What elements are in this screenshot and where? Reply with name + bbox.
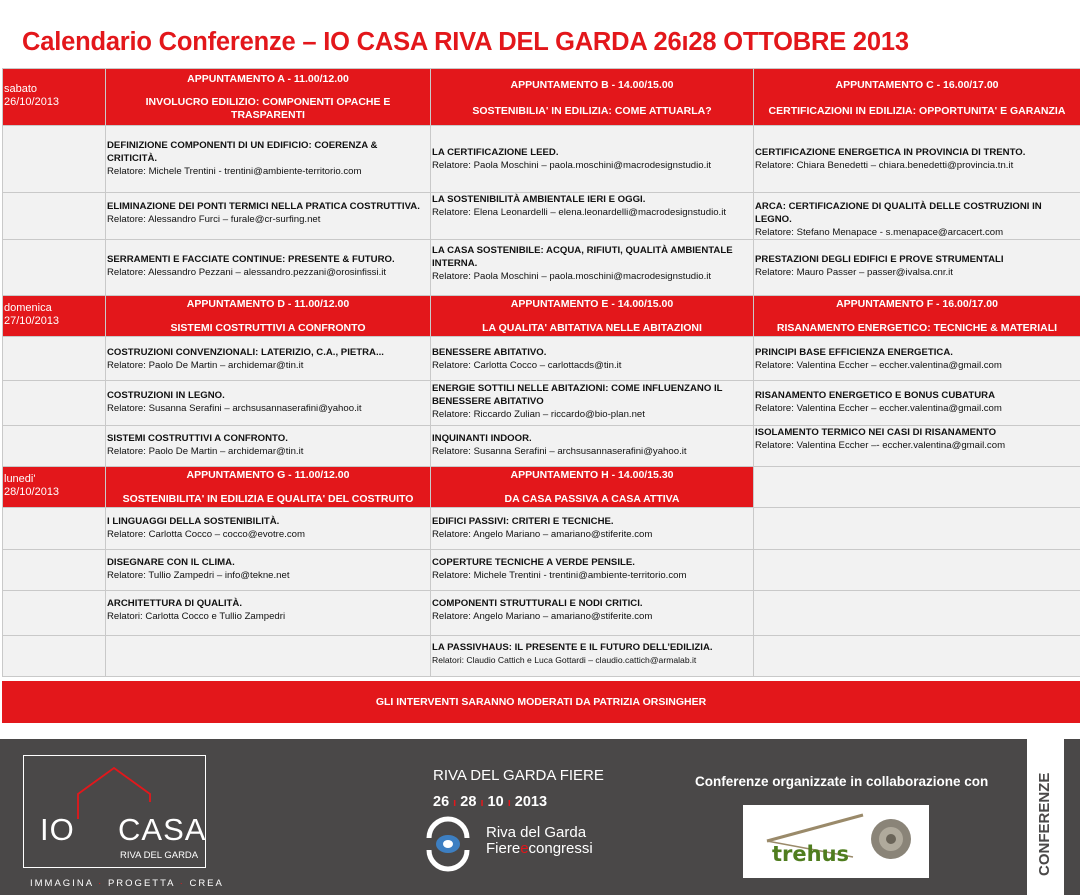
talk-title: INQUINANTI INDOOR.: [432, 433, 532, 444]
talk-row: [3, 193, 1080, 240]
talk-speaker: Relatore: Valentina Eccher – eccher.valentina@gmail.com: [755, 360, 1002, 371]
date-part: 2013: [514, 794, 548, 810]
slot-topic: SISTEMI COSTRUTTIVI A CONFRONTO: [170, 322, 366, 334]
logo-io-text: IO: [40, 812, 75, 847]
talk-speaker: Relatore: Susanna Serafini – archsusannaserafini@yahoo.it: [432, 446, 687, 457]
talk-row: [3, 550, 1080, 591]
talk-title: ARCA: CERTIFICAZIONE DI QUALITÀ DELLE COSTRUZIONI IN LEGNO.: [755, 201, 1042, 225]
slot-header: [431, 467, 754, 508]
talk-title: CERTIFICAZIONE ENERGETICA IN PROVINCIA DI TRENTO.: [755, 147, 1026, 158]
talk-speaker: Relatore: Chiara Benedetti – chiara.benedetti@provincia.tn.it: [755, 160, 1014, 171]
talk-speaker: Relatore: Michele Trentini - trentini@ambiente-territorio.com: [107, 166, 362, 177]
logo-riva-text: RIVA DEL GARDA: [120, 850, 199, 861]
day-spacer: [3, 337, 106, 381]
slot-header: [754, 69, 1080, 126]
partner-name: trehus: [772, 842, 850, 866]
slot-topic: INVOLUCRO EDILIZIO: COMPONENTI OPACHE E TRASPARENTI: [145, 96, 391, 121]
moderator-banner: GLI INTERVENTI SARANNO MODERATI DA PATRIZIA ORSINGHER: [2, 681, 1080, 723]
talk-speaker: Relatore: Riccardo Zulian – riccardo@bio-plan.net: [432, 409, 645, 420]
talk-speaker: Relatore: Elena Leonardelli – elena.leonardelli@macrodesignstudio.it: [432, 207, 727, 218]
slot-topic: RISANAMENTO ENERGETICO: TECNICHE & MATERIALI: [776, 322, 1058, 334]
talk-title: LA SOSTENIBILITÀ AMBIENTALE IERI E OGGI.: [432, 194, 646, 205]
talk-title: BENESSERE ABITATIVO.: [432, 347, 547, 358]
talk-cell: [431, 337, 754, 381]
slot-time: APPUNTAMENTO C - 16.00/17.00: [835, 79, 999, 91]
io-casa-logo: [23, 755, 206, 868]
talk-title: I LINGUAGGI DELLA SOSTENIBILITÀ.: [107, 516, 280, 527]
talk-speaker: Relatore: Angelo Mariano – amariano@stiferite.com: [432, 529, 653, 540]
talk-cell: [106, 126, 431, 193]
talk-row: [3, 508, 1080, 550]
talk-cell: [431, 550, 754, 591]
talk-title: SERRAMENTI E FACCIATE CONTINUE: PRESENTE & FUTURO.: [107, 254, 395, 265]
empty-cell: [754, 591, 1080, 636]
talk-cell: [754, 337, 1080, 381]
talk-title: LA PASSIVHAUS: IL PRESENTE E IL FUTURO DELL’EDILIZIA.: [432, 642, 713, 653]
talk-speaker: Relatore: Valentina Eccher – eccher.valentina@gmail.com: [755, 403, 1002, 414]
talk-cell: [106, 193, 431, 240]
day-spacer: [3, 193, 106, 240]
slot-header: [106, 69, 431, 126]
day-date: 26/10/2013: [4, 96, 60, 108]
day-header-row: [3, 296, 1080, 337]
talk-speaker: Relatore: Paola Moschini – paola.moschini@macrodesignstudio.it: [432, 160, 712, 171]
fiere-name-part: congressi: [528, 840, 593, 857]
talk-row: [3, 337, 1080, 381]
talk-title: COPERTURE TECNICHE A VERDE PENSILE.: [432, 557, 635, 568]
day-spacer: [3, 126, 106, 193]
day-cell: [3, 296, 106, 337]
tagline-word: PROGETTA: [107, 878, 175, 889]
riva-fiere-logo-icon: [425, 816, 471, 872]
talk-title: DISEGNARE CON IL CLIMA.: [107, 557, 235, 568]
slot-header: [106, 467, 431, 508]
talk-title: LA CERTIFICAZIONE LEED.: [432, 147, 559, 158]
day-name: lunedi': [4, 473, 36, 485]
slot-topic: CERTIFICAZIONI IN EDILIZIA: OPPORTUNITA' E GARANZIA: [768, 105, 1066, 117]
talk-speaker: Relatori: Carlotta Cocco e Tullio Zampedri: [107, 611, 286, 622]
talk-row: [3, 636, 1080, 677]
fiere-title: RIVA DEL GARDA FIERE: [433, 767, 604, 784]
talk-speaker: Relatore: Paolo De Martin – archidemar@tin.it: [107, 360, 304, 371]
footer: [0, 739, 1080, 895]
tagline-word: CREA: [189, 878, 224, 889]
slot-topic: SOSTENIBILIA' IN EDILIZIA: COME ATTUARLA?: [472, 105, 712, 117]
talk-cell: [106, 550, 431, 591]
day-spacer: [3, 550, 106, 591]
fiere-name-line: Riva del Garda: [486, 824, 587, 841]
talk-title: RISANAMENTO ENERGETICO E BONUS CUBATURA: [755, 390, 996, 401]
slot-header: [431, 296, 754, 337]
talk-speaker: Relatore: Paolo De Martin – archidemar@tin.it: [107, 446, 304, 457]
date-part: 28: [460, 794, 477, 810]
day-header-row: [3, 69, 1080, 126]
day-spacer: [3, 381, 106, 426]
schedule-table: [2, 68, 1080, 677]
talk-row: [3, 591, 1080, 636]
talk-cell: [106, 381, 431, 426]
talk-title: COSTRUZIONI CONVENZIONALI: LATERIZIO, C.A., PIETRA...: [107, 347, 384, 358]
slot-time: APPUNTAMENTO E - 14.00/15.00: [510, 298, 674, 310]
slot-header: [754, 296, 1080, 337]
talk-cell: [431, 381, 754, 426]
talk-speaker: Relatore: Tullio Zampedri – info@tekne.net: [107, 570, 290, 581]
talk-cell: [754, 426, 1080, 467]
slot-time: APPUNTAMENTO G - 11.00/12.00: [186, 469, 350, 481]
empty-cell: [754, 550, 1080, 591]
slot-time: APPUNTAMENTO D - 11.00/12.00: [186, 298, 350, 310]
empty-cell: [106, 636, 431, 677]
day-spacer: [3, 426, 106, 467]
talk-speaker: Relatore: Alessandro Pezzani – alessandro.pezzani@orosinfissi.it: [107, 267, 387, 278]
talk-cell: [106, 508, 431, 550]
slot-topic: SOSTENIBILITA' IN EDILIZIA E QUALITA' DEL COSTRUITO: [122, 493, 414, 505]
talk-title: ENERGIE SOTTILI NELLE ABITAZIONI: COME INFLUENZANO IL BENESSERE ABITATIVO: [432, 383, 723, 407]
day-spacer: [3, 591, 106, 636]
slot-time: APPUNTAMENTO B - 14.00/15.00: [510, 79, 674, 91]
talk-cell: [106, 337, 431, 381]
slot-topic: LA QUALITA' ABITATIVA NELLE ABITAZIONI: [482, 322, 702, 334]
day-name: domenica: [4, 302, 52, 314]
fiere-name-part: Fiere: [486, 840, 521, 857]
fiere-date: 26 ı 28 ı 10 ı 2013: [433, 794, 548, 810]
talk-speaker: Relatori: Claudio Cattich e Luca Gottardi – claudio.cattich@armalab.it: [432, 655, 697, 665]
empty-cell: [754, 508, 1080, 550]
day-date: 28/10/2013: [4, 486, 60, 498]
talk-cell: [754, 193, 1080, 240]
talk-title: PRESTAZIONI DEGLI EDIFICI E PROVE STRUMENTALI: [755, 254, 1004, 265]
talk-speaker: Relatore: Carlotta Cocco – carlottacds@tin.it: [432, 360, 622, 371]
trehus-logo: [743, 805, 929, 878]
date-part: 26: [433, 794, 450, 810]
logo-casa-text: CASA: [118, 812, 207, 847]
day-name: sabato: [4, 83, 38, 95]
day-spacer: [3, 240, 106, 296]
talk-row: [3, 426, 1080, 467]
slot-topic: DA CASA PASSIVA A CASA ATTIVA: [504, 493, 680, 505]
talk-title: ISOLAMENTO TERMICO NEI CASI DI RISANAMENTO: [755, 427, 997, 438]
date-part: 10: [487, 794, 504, 810]
talk-speaker: Relatore: Stefano Menapace - s.menapace@arcacert.com: [755, 227, 1004, 238]
page-title: Calendario Conferenze – IO CASA RIVA DEL GARDA 26ı28 OTTOBRE 2013: [22, 28, 909, 56]
empty-cell: [754, 467, 1080, 508]
slot-header: [431, 69, 754, 126]
talk-cell: [106, 591, 431, 636]
talk-title: COMPONENTI STRUTTURALI E NODI CRITICI.: [432, 598, 643, 609]
vertical-label: CONFERENZE: [1036, 772, 1053, 876]
empty-cell: [754, 636, 1080, 677]
fiere-name: Riva del Garda Fiereecongressi: [486, 824, 593, 857]
talk-speaker: Relatore: Michele Trentini - trentini@ambiente-territorio.com: [432, 570, 687, 581]
day-cell: [3, 467, 106, 508]
slot-header: [106, 296, 431, 337]
talk-cell: [431, 636, 754, 677]
talk-title: PRINCIPI BASE EFFICIENZA ENERGETICA.: [755, 347, 953, 358]
talk-cell: [431, 193, 754, 240]
talk-title: ELIMINAZIONE DEI PONTI TERMICI NELLA PRATICA COSTRUTTIVA.: [107, 201, 420, 212]
talk-cell: [431, 508, 754, 550]
day-spacer: [3, 636, 106, 677]
slot-time: APPUNTAMENTO F - 16.00/17.00: [836, 298, 998, 310]
talk-cell: [431, 126, 754, 193]
talk-title: COSTRUZIONI IN LEGNO.: [107, 390, 225, 401]
talk-speaker: Relatore: Alessandro Furci – furale@cr-surfing.net: [107, 214, 321, 225]
talk-row: [3, 126, 1080, 193]
talk-speaker: Relatore: Angelo Mariano – amariano@stiferite.com: [432, 611, 653, 622]
talk-speaker: Relatore: Carlotta Cocco – cocco@evotre.com: [107, 529, 305, 540]
tagline-word: IMMAGINA: [30, 878, 94, 889]
slot-time: APPUNTAMENTO A - 11.00/12.00: [187, 73, 349, 85]
slot-time: APPUNTAMENTO H - 14.00/15.30: [510, 469, 674, 481]
talk-row: [3, 381, 1080, 426]
talk-cell: [754, 240, 1080, 296]
talk-cell: [431, 240, 754, 296]
talk-row: [3, 240, 1080, 296]
tagline: IMMAGINA · PROGETTA · CREA: [30, 878, 224, 889]
day-cell: [3, 69, 106, 126]
talk-cell: [106, 240, 431, 296]
talk-speaker: Relatore: Susanna Serafini – archsusannaserafini@yahoo.it: [107, 403, 362, 414]
talk-cell: [431, 591, 754, 636]
talk-speaker: Relatore: Mauro Passer – passer@ivalsa.cnr.it: [755, 267, 953, 278]
talk-title: SISTEMI COSTRUTTIVI A CONFRONTO.: [107, 433, 288, 444]
talk-title: ARCHITETTURA DI QUALITÀ.: [107, 598, 243, 609]
collaboration-text: Conferenze organizzate in collaborazione con: [695, 774, 989, 789]
talk-speaker: Relatore: Paola Moschini – paola.moschini@macrodesignstudio.it: [432, 271, 712, 282]
talk-title: LA CASA SOSTENIBILE: ACQUA, RIFIUTI, QUALITÀ AMBIENTALE INTERNA.: [432, 245, 733, 269]
day-header-row: [3, 467, 1080, 508]
talk-cell: [754, 381, 1080, 426]
talk-cell: [431, 426, 754, 467]
day-date: 27/10/2013: [4, 315, 60, 327]
talk-cell: [106, 426, 431, 467]
talk-title: DEFINIZIONE COMPONENTI DI UN EDIFICIO: COERENZA & CRITICITÀ.: [107, 140, 378, 164]
day-spacer: [3, 508, 106, 550]
talk-speaker: Relatore: Valentina Eccher –- eccher.valentina@gmail.com: [755, 440, 1006, 451]
talk-cell: [754, 126, 1080, 193]
talk-title: EDIFICI PASSIVI: CRITERI E TECNICHE.: [432, 516, 614, 527]
